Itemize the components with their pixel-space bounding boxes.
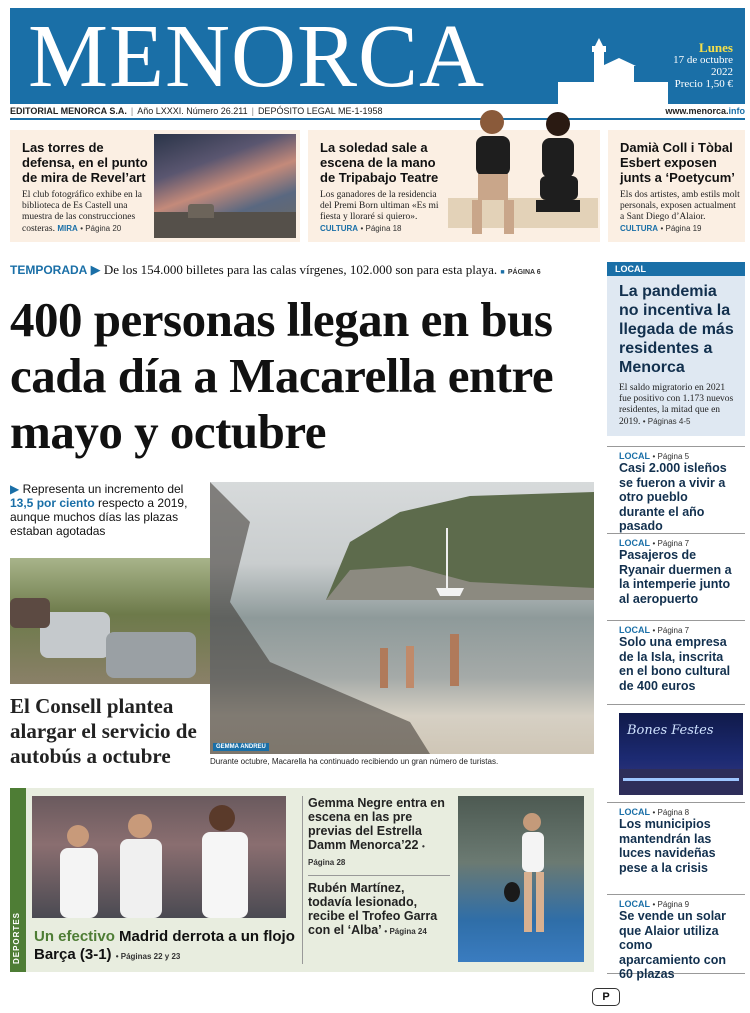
edition-price: Precio 1,50 € xyxy=(674,78,733,90)
website-link[interactable]: www.menorca.info xyxy=(665,106,745,116)
sports-side-column xyxy=(308,796,450,939)
teaser-poetycum[interactable] xyxy=(608,130,745,242)
lead-headline[interactable]: 400 personas llegan en bus cada día a Macarella entre mayo y octubre xyxy=(10,292,554,459)
teaser-title: La soledad sale a escena de la mano de Tripabajo Teatre xyxy=(320,140,439,185)
sky-tower-photo xyxy=(154,134,296,238)
sidebar-item-title: Se vende un solar que Alaior utiliza como aparcamiento con 60 plazas xyxy=(619,909,726,981)
photo-credit: GEMMA ANDREU xyxy=(213,743,269,751)
teaser-revelart[interactable] xyxy=(10,130,300,242)
teaser-text: Los ganadores de la residencia del Premi Born ultiman «Es mi fiesta y lloraré si quiero». CULTURA • Página 18 xyxy=(320,190,439,233)
kicker-page: PÁGINA 6 xyxy=(507,269,541,276)
lights-text: Bones Festes xyxy=(627,723,714,738)
kicker-text: De los 154.000 billetes para las calas vírgenes, 102.000 son para esta playa. xyxy=(103,262,498,277)
sidebar-item-title: Casi 2.000 isleños se fueron a vivir a otro pueblo durante el año pasado xyxy=(619,461,727,533)
kicker-label: TEMPORADA xyxy=(10,263,88,277)
sidebar-item[interactable]: LOCAL • Página 5 Casi 2.000 isleños se fueron a vivir a otro pueblo durante el año pasado xyxy=(607,446,745,533)
teaser-title: Las torres de defensa, en el punto de mira de Revel’art xyxy=(22,140,148,185)
arrow-right-icon: ▶ xyxy=(90,262,101,277)
macarella-beach-photo xyxy=(210,482,594,754)
sidebar-lead-title: La pandemia no incentiva la llegada de más residentes a Menorca xyxy=(619,283,734,376)
edition-day: Lunes xyxy=(699,40,733,55)
legal-deposit: DEPÓSITO LEGAL ME-1-1958 xyxy=(257,106,383,116)
local-sidebar xyxy=(607,262,745,981)
actors-photo xyxy=(448,90,598,240)
teaser-text: Els dos artistes, amb estils molt personals, exposen actualment a Sant Diego d’Alaior. CULTURA • Página 19 xyxy=(620,190,740,233)
lead-kicker: TEMPORADA ▶ De los 154.000 billetes para las calas vírgenes, 102.000 son para esta playa. ■ PÁGINA 6 xyxy=(10,262,541,277)
sidebar-item[interactable]: LOCAL • Página 7 Solo una empresa de la Isla, inscrita en el bono cultural de 400 euros xyxy=(607,620,745,704)
info-bar: EDITORIAL MENORCA S.A. | Año LXXXI. Número 26.211 | DEPÓSITO LEGAL ME-1-1958 www.menorca.info xyxy=(10,106,745,120)
parking-photo xyxy=(10,558,210,684)
sidebar-item[interactable]: LOCAL • Página 8 Los municipios mantendrán las luces navideñas pese a la crisis xyxy=(607,802,745,894)
padel-photo xyxy=(458,796,584,962)
christmas-lights-photo xyxy=(619,713,743,795)
sidebar-item-title: Solo una empresa de la Isla, inscrita en el bono cultural de 400 euros xyxy=(619,635,731,693)
sports-headline[interactable]: Un efectivo Madrid derrota a un flojo Barça (3-1) • Páginas 22 y 23 xyxy=(34,928,295,963)
teaser-text: El club fotográfico exhibe en la biblioteca de Es Castell una muestra de las construcciones costeras. MIRA • Página 20 xyxy=(22,190,143,234)
publisher: EDITORIAL MENORCA S.A. xyxy=(10,106,127,116)
sidebar-lead-story[interactable] xyxy=(607,276,745,436)
newspaper-title: MENORCA xyxy=(28,7,486,106)
sidebar-item-title: Pasajeros de Ryanair duermen a la intemperie junto al aeropuerto xyxy=(619,548,732,606)
sports-section-label: DEPORTES xyxy=(10,788,26,972)
edition-date: 17 de octubre xyxy=(673,54,733,66)
sports-story-negre[interactable]: Gemma Negre entra en escena en las pre previas del Estrella Damm Menorca’22 • Página 28 xyxy=(308,796,445,867)
issue-number: Año LXXXI. Número 26.211 xyxy=(137,106,248,116)
sports-story-martinez[interactable]: Rubén Martínez, todavía lesionado, recibe el Trofeo Garra con el ‘Alba’ • Página 24 xyxy=(308,881,438,937)
sports-section xyxy=(10,788,594,972)
arrow-right-icon: ▶ xyxy=(10,482,20,496)
edition-info xyxy=(673,42,733,90)
teaser-tripabajo[interactable] xyxy=(308,130,600,242)
football-photo xyxy=(32,796,286,918)
christmas-lights-photo-box xyxy=(607,704,745,802)
sidebar-item[interactable]: LOCAL • Página 9 Se vende un solar que Alaior utiliza como aparcamiento con 60 plazas xyxy=(607,894,745,974)
lead-bullet: ▶ Representa un incremento del 13,5 por ciento respecto a 2019, aunque muchos días las plazas estaban agotadas xyxy=(10,482,188,538)
sidebar-item[interactable]: LOCAL • Página 7 Pasajeros de Ryanair duermen a la intemperie junto al aeropuerto xyxy=(607,533,745,620)
photo-caption: Durante octubre, Macarella ha continuado recibiendo un gran número de turistas. xyxy=(210,757,499,766)
sidebar-item-title: Los municipios mantendrán las luces navideñas pese a la crisis xyxy=(619,817,716,875)
highlight-percent: 13,5 por ciento xyxy=(10,496,95,510)
edition-year: 2022 xyxy=(711,66,733,78)
sidebar-lead-text: El saldo migratorio en 2021 fue positivo con 1.173 nuevos residentes, la mitad que en 2019. • Páginas 4-5 xyxy=(619,383,734,427)
page-toggle-button[interactable]: P xyxy=(592,988,620,1006)
teaser-title: Damià Coll i Tòbal Esbert exposen junts a ‘Poetycum’ xyxy=(620,140,735,185)
sidebar-section-label: LOCAL xyxy=(607,262,745,276)
secondary-headline[interactable]: El Consell plantea alargar el servicio de autobús a octubre xyxy=(10,694,197,768)
masthead xyxy=(10,8,745,104)
